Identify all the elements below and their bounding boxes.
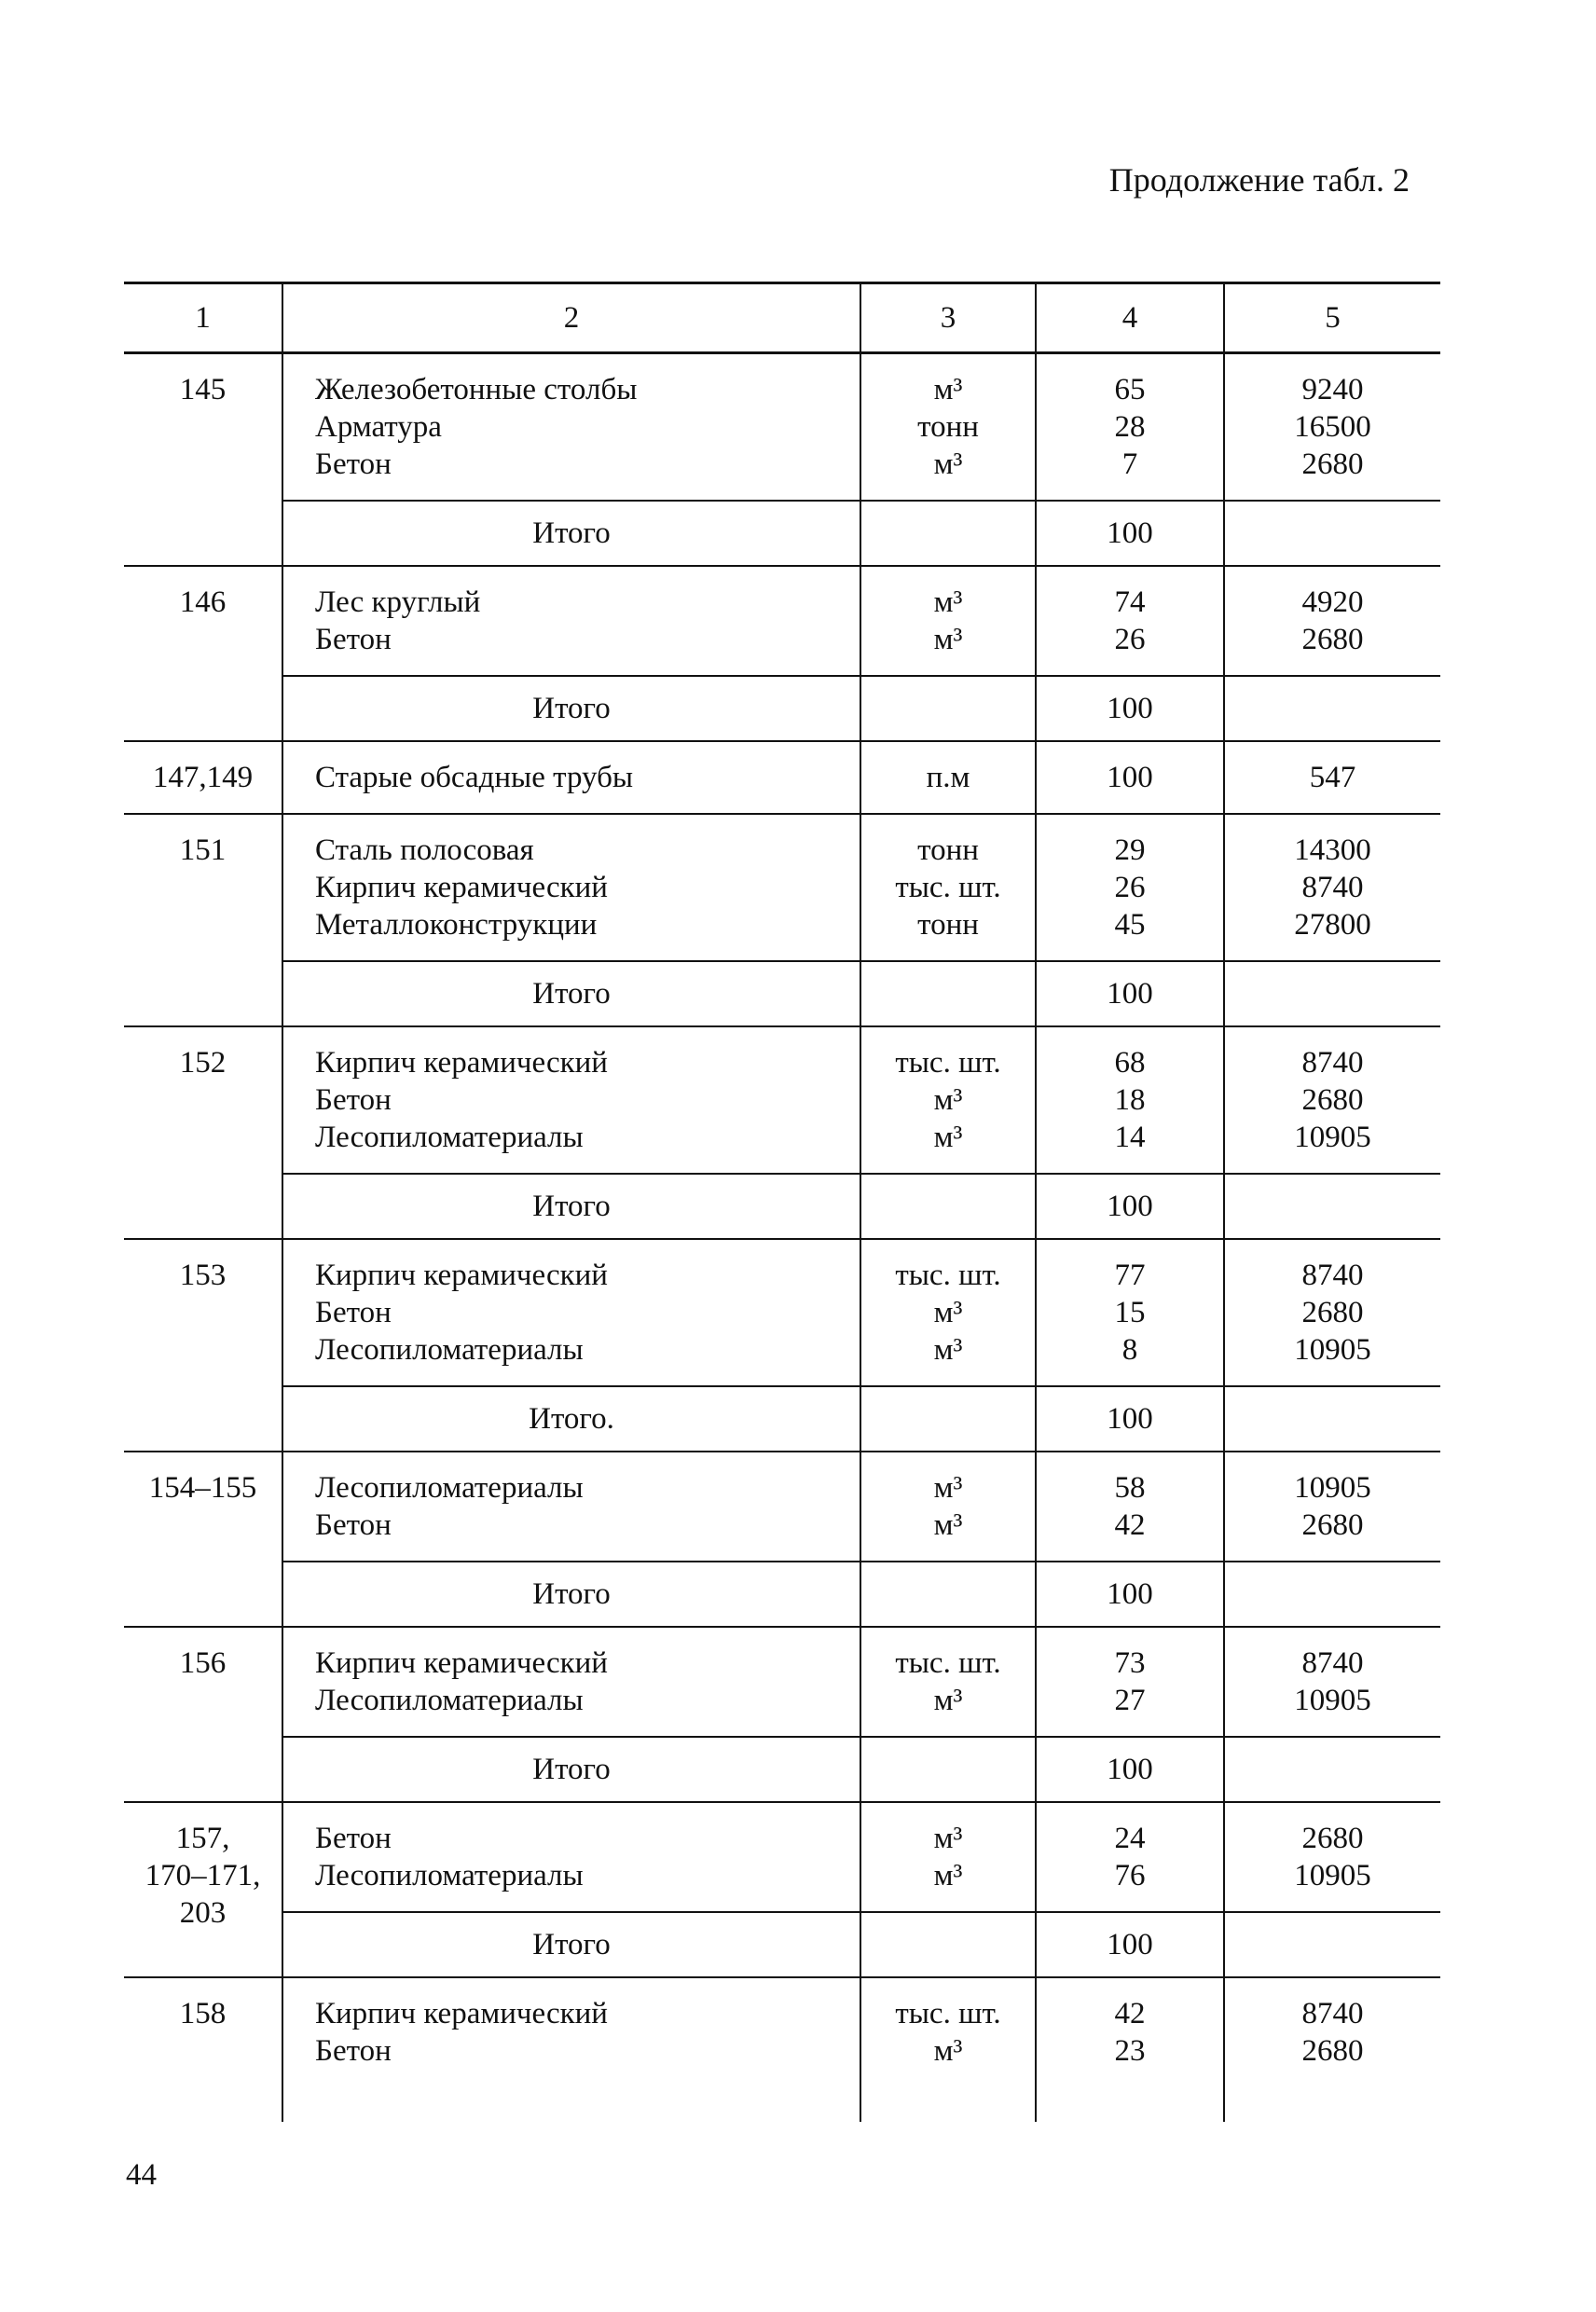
material-name-cell [282,741,860,814]
price-value: 547 [1309,761,1356,794]
total-label: Итого [282,1562,860,1627]
item-id: 147,149 [124,741,282,814]
share-value: 15 [1114,1296,1146,1329]
material-name: Лесопиломатериалы [315,1333,584,1367]
unit-cell [860,566,1036,676]
total-label: Итого [282,1737,860,1802]
price-value-cell [1224,353,1440,502]
share-value: 42 [1114,1997,1146,2030]
price-value: 10905 [1294,1471,1371,1505]
share-value-cell [1036,1977,1224,2122]
table-body [124,353,1440,2123]
share-value-cell [1036,353,1224,502]
unit: м³ [933,2034,963,2068]
item-id: 151 [124,814,282,1026]
price-value-cell [1224,1977,1440,2122]
total-price-cell [1224,501,1440,566]
total-label: Итого [282,961,860,1026]
total-unit-cell [860,1386,1036,1452]
unit: тыс. шт. [895,1259,1001,1292]
price-value: 10905 [1294,1859,1371,1892]
share-value: 28 [1114,410,1146,444]
total-label: Итого. [282,1386,860,1452]
total-label: Итого [282,501,860,566]
table-row [124,1026,1440,1174]
material-name-cell [282,1239,860,1386]
material-name-cell [282,1452,860,1562]
total-price-cell [1224,1174,1440,1239]
share-value: 7 [1121,447,1138,481]
column-header-4: 4 [1036,283,1224,353]
material-name-cell [282,1977,860,2122]
price-value: 8740 [1301,1646,1364,1680]
material-name-cell [282,566,860,676]
header-row [124,283,1440,353]
total-row [124,1912,1440,1977]
unit-cell [860,741,1036,814]
price-value: 16500 [1294,410,1371,444]
price-value: 8740 [1301,871,1364,904]
total-row [124,501,1440,566]
price-value: 27800 [1294,908,1371,942]
material-name: Сталь полосовая [315,833,534,867]
total-value: 100 [1036,1912,1224,1977]
table-row [124,1452,1440,1562]
total-row [124,676,1440,741]
price-value: 2680 [1301,1083,1364,1117]
price-value: 2680 [1301,447,1364,481]
material-name: Бетон [315,1083,392,1117]
material-name: Лес круглый [315,585,481,619]
share-value: 74 [1114,585,1146,619]
material-name: Арматура [315,410,442,444]
share-value-cell [1036,1627,1224,1737]
total-value: 100 [1036,1562,1224,1627]
share-value-cell [1036,814,1224,961]
price-value-cell [1224,1026,1440,1174]
total-price-cell [1224,1912,1440,1977]
unit: м³ [933,1296,963,1329]
share-value: 42 [1114,1508,1146,1542]
price-value-cell [1224,1627,1440,1737]
column-header-1: 1 [124,283,282,353]
material-name: Бетон [315,1296,392,1329]
price-value: 8740 [1301,1046,1364,1080]
material-name: Кирпич керамический [315,1259,608,1292]
share-value-cell [1036,741,1224,814]
unit-cell [860,814,1036,961]
material-name: Кирпич керамический [315,1646,608,1680]
share-value-cell [1036,1452,1224,1562]
table-row [124,1239,1440,1386]
item-id: 145 [124,353,282,567]
unit: тонн [917,410,979,444]
column-header-5: 5 [1224,283,1440,353]
unit: п.м [926,761,970,794]
table-row [124,566,1440,676]
page-number: 44 [126,2158,157,2192]
total-price-cell [1224,1386,1440,1452]
material-name: Лесопиломатериалы [315,1471,584,1505]
unit: тонн [917,833,979,867]
share-value: 77 [1114,1259,1146,1292]
price-value: 9240 [1301,373,1364,406]
material-name: Железобетонные столбы [315,373,638,406]
price-value: 8740 [1301,1997,1364,2030]
total-label: Итого [282,1912,860,1977]
total-unit-cell [860,1737,1036,1802]
material-name-cell [282,1026,860,1174]
unit-cell [860,1627,1036,1737]
price-value-cell [1224,566,1440,676]
share-value-cell [1036,1239,1224,1386]
material-name: Бетон [315,447,392,481]
share-value: 8 [1121,1333,1138,1367]
total-unit-cell [860,961,1036,1026]
share-value: 58 [1114,1471,1146,1505]
total-price-cell [1224,961,1440,1026]
material-name: Лесопиломатериалы [315,1684,584,1717]
price-value: 2680 [1301,1508,1364,1542]
total-row [124,1737,1440,1802]
material-name: Кирпич керамический [315,871,608,904]
total-price-cell [1224,1562,1440,1627]
share-value: 24 [1114,1822,1146,1855]
total-value: 100 [1036,676,1224,741]
total-value: 100 [1036,1386,1224,1452]
item-id: 154–155 [124,1452,282,1627]
table-row [124,1802,1440,1912]
material-name: Бетон [315,2034,392,2068]
unit: м³ [933,1684,963,1717]
total-label: Итого [282,676,860,741]
unit-cell [860,1452,1036,1562]
column-header-3: 3 [860,283,1036,353]
table-row [124,814,1440,961]
table-row [124,353,1440,502]
share-value: 100 [1107,761,1153,794]
price-value-cell [1224,1239,1440,1386]
material-name: Бетон [315,623,392,656]
column-header-2: 2 [282,283,860,353]
unit: м³ [933,1508,963,1542]
price-value: 2680 [1301,1822,1364,1855]
material-name: Кирпич керамический [315,1046,608,1080]
unit: тонн [917,908,979,942]
price-value: 2680 [1301,2034,1364,2068]
total-row [124,1174,1440,1239]
table-row [124,1627,1440,1737]
material-name: Лесопиломатериалы [315,1121,584,1154]
total-row [124,1386,1440,1452]
total-unit-cell [860,501,1036,566]
price-value: 10905 [1294,1684,1371,1717]
share-value: 23 [1114,2034,1146,2068]
price-value: 8740 [1301,1259,1364,1292]
unit: м³ [933,1083,963,1117]
total-label: Итого [282,1174,860,1239]
unit: тыс. шт. [895,1646,1001,1680]
unit: м³ [933,1822,963,1855]
share-value-cell [1036,1026,1224,1174]
total-value: 100 [1036,501,1224,566]
unit-cell [860,353,1036,502]
share-value: 26 [1114,871,1146,904]
share-value-cell [1036,1802,1224,1912]
unit: м³ [933,1121,963,1154]
share-value: 29 [1114,833,1146,867]
materials-table [124,282,1440,2122]
unit: тыс. шт. [895,1997,1001,2030]
material-name-cell [282,353,860,502]
material-name: Лесопиломатериалы [315,1859,584,1892]
price-value: 14300 [1294,833,1371,867]
table-row [124,741,1440,814]
unit: м³ [933,623,963,656]
share-value: 73 [1114,1646,1146,1680]
unit-cell [860,1977,1036,2122]
material-name: Бетон [315,1822,392,1855]
unit: м³ [933,1333,963,1367]
table-row [124,1977,1440,2122]
item-id: 157, 170–171, 203 [124,1802,282,1977]
share-value: 45 [1114,908,1146,942]
share-value: 76 [1114,1859,1146,1892]
unit-cell [860,1802,1036,1912]
unit: м³ [933,1471,963,1505]
share-value: 14 [1114,1121,1146,1154]
total-row [124,1562,1440,1627]
share-value-cell [1036,566,1224,676]
total-price-cell [1224,1737,1440,1802]
total-value: 100 [1036,1737,1224,1802]
share-value: 68 [1114,1046,1146,1080]
unit-cell [860,1026,1036,1174]
unit: м³ [933,1859,963,1892]
share-value: 26 [1114,623,1146,656]
material-name: Бетон [315,1508,392,1542]
total-row [124,961,1440,1026]
item-id: 156 [124,1627,282,1802]
price-value: 10905 [1294,1121,1371,1154]
unit: м³ [933,373,963,406]
material-name-cell [282,1802,860,1912]
unit: тыс. шт. [895,1046,1001,1080]
price-value: 4920 [1301,585,1364,619]
item-id: 153 [124,1239,282,1452]
total-unit-cell [860,676,1036,741]
material-name-cell [282,814,860,961]
total-unit-cell [860,1912,1036,1977]
share-value: 18 [1114,1083,1146,1117]
share-value: 27 [1114,1684,1146,1717]
unit-cell [860,1239,1036,1386]
unit: тыс. шт. [895,871,1001,904]
item-id: 152 [124,1026,282,1239]
unit: м³ [933,447,963,481]
material-name: Старые обсадные трубы [315,761,634,794]
price-value-cell [1224,741,1440,814]
item-id: 146 [124,566,282,741]
material-name: Кирпич керамический [315,1997,608,2030]
total-unit-cell [860,1174,1036,1239]
price-value: 2680 [1301,1296,1364,1329]
price-value: 10905 [1294,1333,1371,1367]
price-value-cell [1224,814,1440,961]
share-value: 65 [1114,373,1146,406]
unit: м³ [933,585,963,619]
material-name: Металлоконструкции [315,908,598,942]
price-value-cell [1224,1452,1440,1562]
price-value: 2680 [1301,623,1364,656]
total-price-cell [1224,676,1440,741]
item-id: 158 [124,1977,282,2122]
total-value: 100 [1036,1174,1224,1239]
price-value-cell [1224,1802,1440,1912]
table-caption: Продолжение табл. 2 [1108,161,1410,199]
total-unit-cell [860,1562,1036,1627]
material-name-cell [282,1627,860,1737]
total-value: 100 [1036,961,1224,1026]
